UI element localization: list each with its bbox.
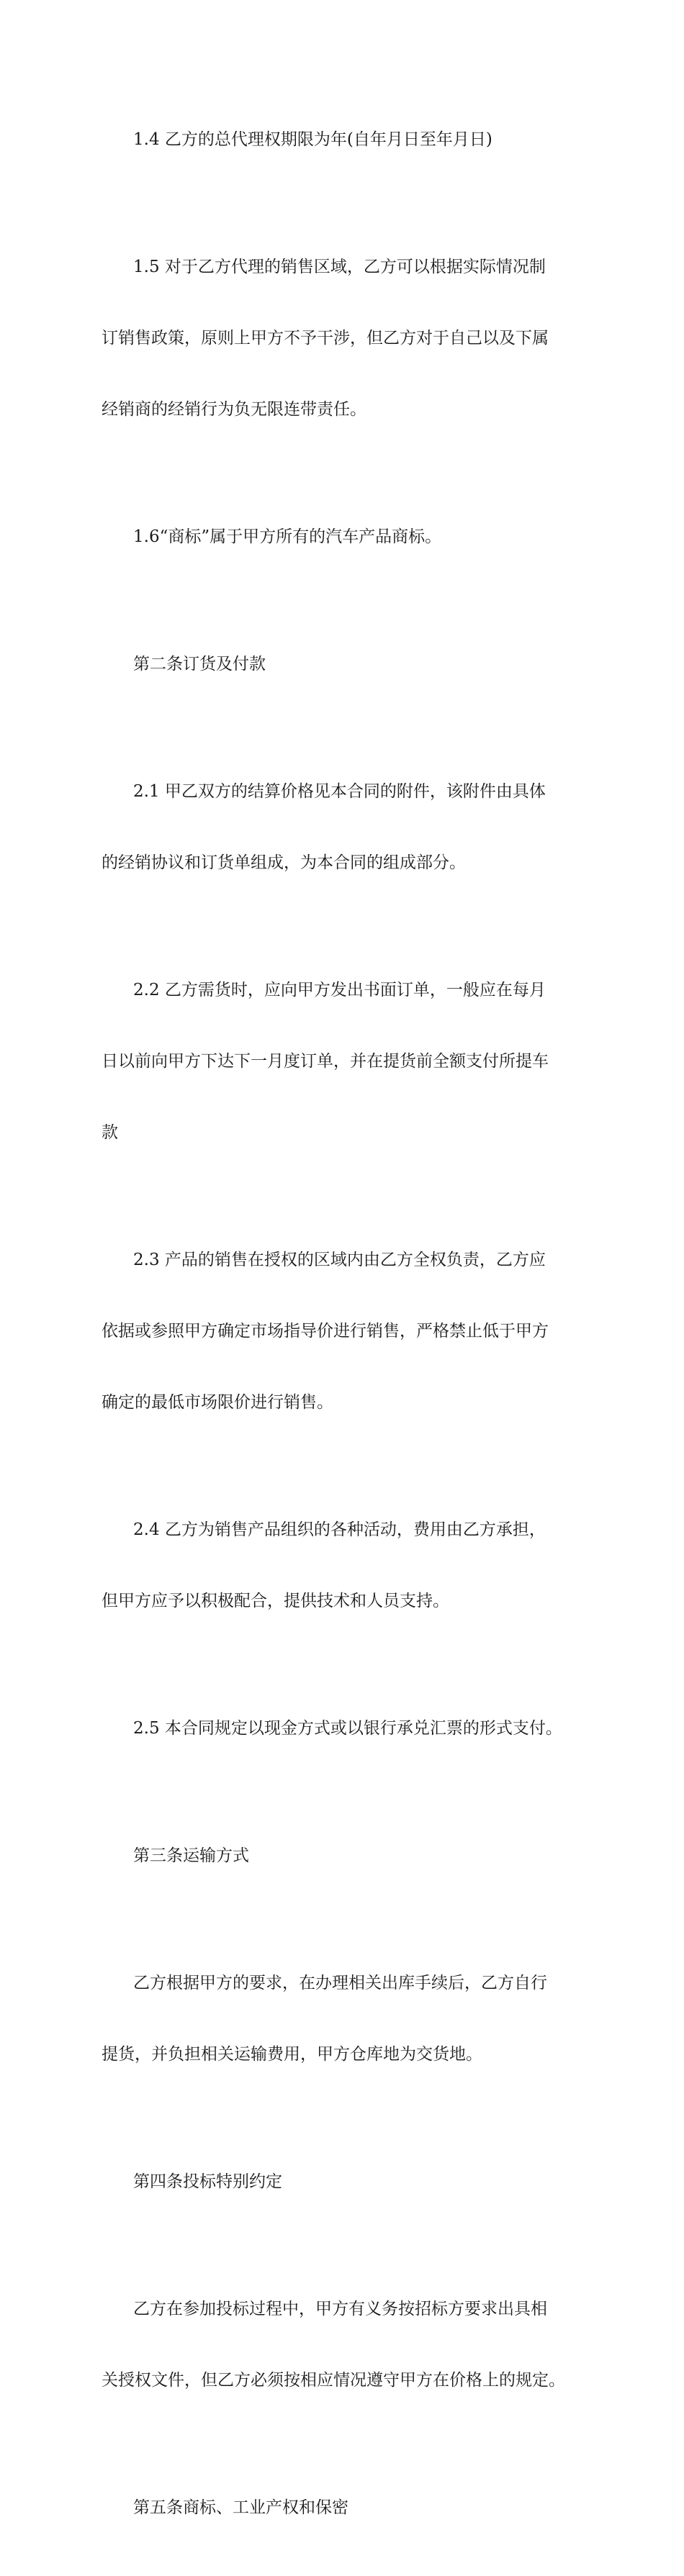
text-line: 2.2 乙方需货时，应向甲方发出书面订单，一般应在每月	[133, 981, 546, 999]
paragraph-2-2	[102, 931, 591, 1192]
text-line: 2.3 产品的销售在授权的区域内由乙方全权负责，乙方应	[133, 1251, 546, 1269]
text-line: 2.4 乙方为销售产品组织的各种活动，费用由乙方承担，	[133, 1520, 546, 1539]
text-line: 的经销协议和订货单组成，为本合同的组成部分。	[102, 853, 466, 872]
section-heading-5	[102, 2449, 591, 2567]
text-line: 2.5 本合同规定以现金方式或以银行承兑汇票的形式支付。	[133, 1719, 562, 1738]
paragraph-2-5	[102, 1669, 591, 1788]
text-line: 确定的最低市场限价进行销售。	[102, 1393, 333, 1412]
text-line: 第二条订货及付款	[133, 655, 266, 674]
text-line: 但甲方应予以积极配合，提供技术和人员支持。	[102, 1592, 449, 1610]
section-heading-2	[102, 605, 591, 724]
paragraph-1-4	[102, 81, 591, 199]
paragraph-3-body	[102, 1924, 591, 2114]
paragraph-1-5	[102, 208, 591, 469]
text-line: 乙方在参加投标过程中，甲方有义务按招标方要求出具相	[133, 2300, 547, 2318]
text-line: 乙方根据甲方的要求，在办理相关出库手续后，乙方自行	[133, 1974, 547, 1992]
text-line: 第五条商标、工业产权和保密	[133, 2498, 348, 2517]
paragraph-4-body	[102, 2250, 591, 2440]
text-line: 订销售政策，原则上甲方不予干涉，但乙方对于自己以及下属	[102, 329, 549, 348]
text-line: 关授权文件，但乙方必须按相应情况遵守甲方在价格上的规定。	[102, 2371, 565, 2390]
paragraph-2-4	[102, 1471, 591, 1661]
text-line: 第三条运输方式	[133, 1846, 249, 1865]
text-line: 依据或参照甲方确定市场指导价进行销售，严格禁止低于甲方	[102, 1322, 549, 1341]
document-body	[102, 81, 591, 2576]
text-line: 提货，并负担相关运输费用，甲方仓库地为交货地。	[102, 2045, 482, 2064]
text-line: 经销商的经销行为负无限连带责任。	[102, 400, 366, 419]
section-heading-3	[102, 1797, 591, 1915]
section-heading-4	[102, 2123, 591, 2241]
text-line: 第四条投标特别约定	[133, 2172, 282, 2191]
paragraph-2-1	[102, 733, 591, 922]
text-line: 2.1 甲乙双方的结算价格见本合同的附件，该附件由具体	[133, 782, 546, 801]
text-line: 1.6“商标”属于甲方所有的汽车产品商标。	[133, 527, 442, 546]
text-line: 1.4 乙方的总代理权期限为年(自年月日至年月日)	[133, 130, 492, 149]
text-line: 1.5 对于乙方代理的销售区域，乙方可以根据实际情况制	[133, 258, 546, 276]
text-line: 日以前向甲方下达下一月度订单，并在提货前全额支付所提车	[102, 1052, 549, 1071]
text-line: 款	[102, 1123, 118, 1142]
paragraph-1-6	[102, 478, 591, 597]
paragraph-2-3	[102, 1201, 591, 1462]
